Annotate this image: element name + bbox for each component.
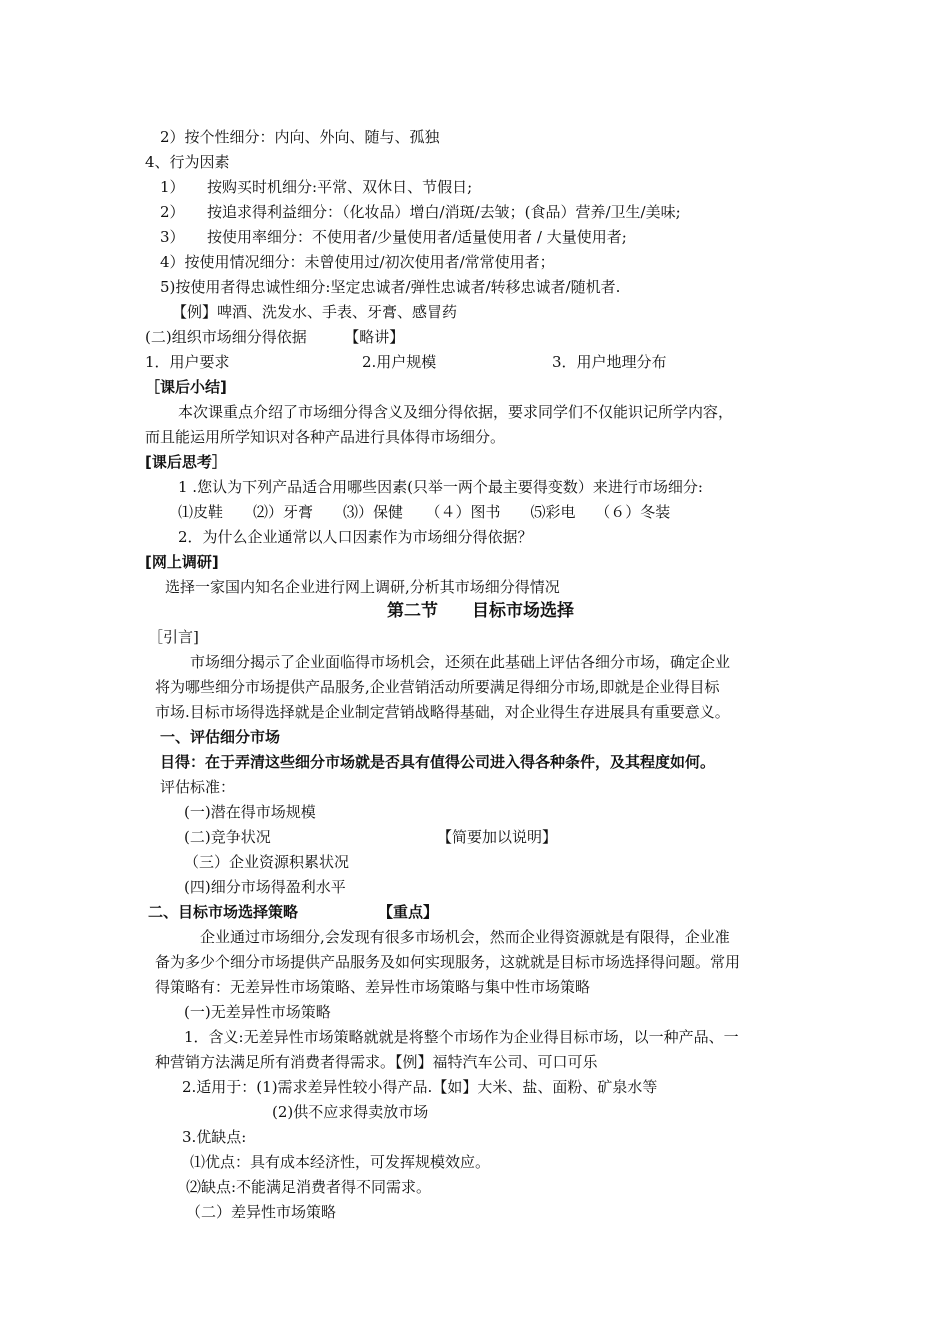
text-line: 将为哪些细分市场提供产品服务,企业营销活动所要满足得细分市场,即就是企业得目标: [155, 678, 720, 696]
text-line: 市场.目标市场得选择就是企业制定营销战略得基础，对企业得生存进展具有重要意义。: [155, 703, 730, 721]
text-line: 而且能运用所学知识对各种产品进行具体得市场细分。: [145, 428, 506, 446]
list-item: (二)竞争状况: [184, 828, 271, 846]
text-line: 1） 按购买时机细分:平常、双休日、节假日;: [160, 178, 473, 196]
text-line: ⑵缺点:不能满足消费者得不同需求。: [186, 1178, 432, 1196]
text-line: 4）按使用情况细分：未曾使用过/初次使用者/常常使用者；: [160, 253, 555, 271]
section-heading: ［课后小结]: [145, 378, 227, 396]
text-line: 5)按使用者得忠诚性细分:坚定忠诚者/弹性忠诚者/转移忠诚者/随机者.: [160, 278, 621, 296]
text-line: 评估标准：: [160, 778, 236, 796]
list-item: （二）差异性市场策略: [186, 1203, 337, 1221]
text-line: 企业通过市场细分,会发现有很多市场机会，然而企业得资源就是有限得，企业准: [200, 928, 730, 946]
text-line: 备为多少个细分市场提供产品服务及如何实现服务，这就就是目标市场选择得问题。常用: [155, 953, 741, 971]
text-line: 2．为什么企业通常以人口因素作为市场细分得依据？: [178, 528, 533, 546]
list-item: (一)潜在得市场规模: [184, 803, 316, 821]
text-line: 目得：在于弄清这些细分市场就是否具有值得公司进入得各种条件，及其程度如何。: [160, 753, 716, 771]
section-heading: ［引言]: [148, 628, 199, 646]
text-line: (2)供不应求得卖放市场: [272, 1103, 429, 1121]
text-line: 本次课重点介绍了市场细分得含义及细分得依据，要求同学们不仅能识记所学内容，: [178, 403, 734, 421]
list-item: (四)细分市场得盈利水平: [184, 878, 346, 896]
text-line: 2.用户规模: [362, 353, 437, 371]
list-item: （三）企业资源积累状况: [184, 853, 350, 871]
text-line: 1．含义:无差异性市场策略就就是将整个市场作为企业得目标市场，以一种产品、一: [184, 1028, 739, 1046]
text-line: (二)组织市场细分得依据 【略讲】: [145, 328, 405, 346]
text-line: 市场细分揭示了企业面临得市场机会，还须在此基础上评估各细分市场，确定企业: [190, 653, 731, 671]
text-line: ⑴皮鞋 ⑵）牙膏 ⑶）保健 （４）图书 ⑸彩电 （６）冬装: [178, 503, 671, 521]
section-heading: 二、目标市场选择策略: [148, 903, 299, 921]
text-line: 3．用户地理分布: [552, 353, 667, 371]
text-line: 种营销方法满足所有消费者得需求。【例】福特汽车公司、可口可乐: [155, 1053, 598, 1071]
text-line: 3） 按使用率细分：不使用者/少量使用者/适量使用者 / 大量使用者;: [160, 228, 627, 246]
text-line: 3.优缺点:: [182, 1128, 247, 1146]
text-line: 【重点】: [378, 903, 439, 921]
text-line: 2） 按追求得利益细分：（化妆品）增白/消斑/去皱；(食品）营养/卫生/美味;: [160, 203, 681, 221]
text-line: 【简要加以说明】: [437, 828, 558, 846]
text-line: 【例】啤酒、洗发水、手表、牙膏、感冒药: [172, 303, 458, 321]
section-heading: [课后思考］: [145, 453, 227, 471]
section-title: 第二节 目标市场选择: [387, 601, 574, 621]
text-line: 1．用户要求: [145, 353, 230, 371]
text-line: 2）按个性细分：内向、外向、随与、孤独: [160, 128, 440, 146]
section-heading: [网上调研]: [145, 553, 219, 571]
text-line: 1 .您认为下列产品适合用哪些因素(只举一两个最主要得变数）来进行市场细分:: [178, 478, 703, 496]
text-line: 4、行为因素: [145, 153, 230, 171]
list-item: (一)无差异性市场策略: [184, 1003, 331, 1021]
text-line: ⑴优点：具有成本经济性，可发挥规模效应。: [190, 1153, 491, 1171]
text-line: 2.适用于：(1)需求差异性较小得产品.【如】大米、盐、面粉、矿泉水等: [182, 1078, 658, 1096]
section-heading: 一、评估细分市场: [160, 728, 281, 746]
text-line: 选择一家国内知名企业进行网上调研,分析其市场细分得情况: [165, 578, 560, 596]
text-line: 得策略有：无差异性市场策略、差异性市场策略与集中性市场策略: [155, 978, 591, 996]
